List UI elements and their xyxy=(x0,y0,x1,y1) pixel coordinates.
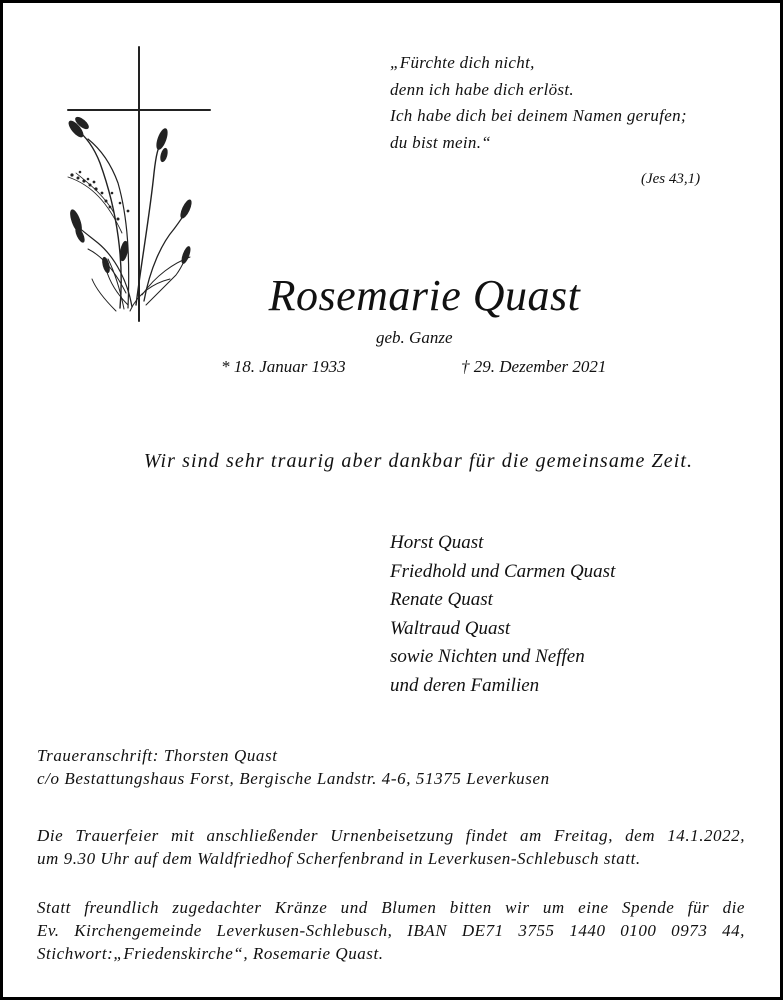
deceased-name: Rosemarie Quast xyxy=(268,271,581,320)
funeral-line: um 9.30 Uhr auf dem Waldfriedhof Scherfenbrand in Leverkusen-Schlebusch statt. xyxy=(37,849,641,868)
mourner-entry: Horst Quast xyxy=(390,532,484,553)
donation-line: Statt freundlich zugedachter Kränze und Blumen bitten wir um eine Spende für die xyxy=(37,898,745,917)
verse-line: „Fürchte dich nicht, xyxy=(390,53,535,72)
verse-line: du bist mein.“ xyxy=(390,132,492,152)
mourner-entry: Renate Quast xyxy=(390,589,493,610)
mourner-entry: Waltraud Quast xyxy=(390,617,511,639)
donation-request xyxy=(37,896,745,965)
verse-line: Ich habe dich bei deinem Namen gerufen; xyxy=(390,106,687,125)
mourning-address xyxy=(37,744,550,790)
mourners-list xyxy=(390,529,615,700)
mourner-entry: Friedhold und Carmen Quast xyxy=(390,560,616,582)
funeral-line: Die Trauerfeier mit anschließender Urnenbeisetzung findet am Freitag, dem 14.1.2022, xyxy=(37,826,745,845)
maiden-name: geb. Ganze xyxy=(376,328,453,347)
donation-line: Ev. Kirchengemeinde Leverkusen-Schlebusch, IBAN DE71 3755 1440 0100 0973 44, xyxy=(37,921,745,940)
death-date: † 29. Dezember 2021 xyxy=(461,357,607,376)
address-line: Traueranschrift: Thorsten Quast xyxy=(37,746,278,765)
bible-verse xyxy=(390,50,687,156)
donation-line: Stichwort:„Friedenskirche“, Rosemarie Quast. xyxy=(37,944,384,963)
mourner-entry: sowie Nichten und Neffen xyxy=(390,646,585,667)
verse-reference: (Jes 43,1) xyxy=(641,171,701,187)
mourning-motto: Wir sind sehr traurig aber dankbar für die gemeinsame Zeit. xyxy=(143,450,694,472)
address-line: c/o Bestattungshaus Forst, Bergische Landstr. 4-6, 51375 Leverkusen xyxy=(37,769,550,788)
birth-date: * 18. Januar 1933 xyxy=(221,357,346,376)
mourner-entry: und deren Familien xyxy=(390,674,540,696)
verse-line: denn ich habe dich erlöst. xyxy=(390,79,574,99)
funeral-info xyxy=(37,824,745,870)
